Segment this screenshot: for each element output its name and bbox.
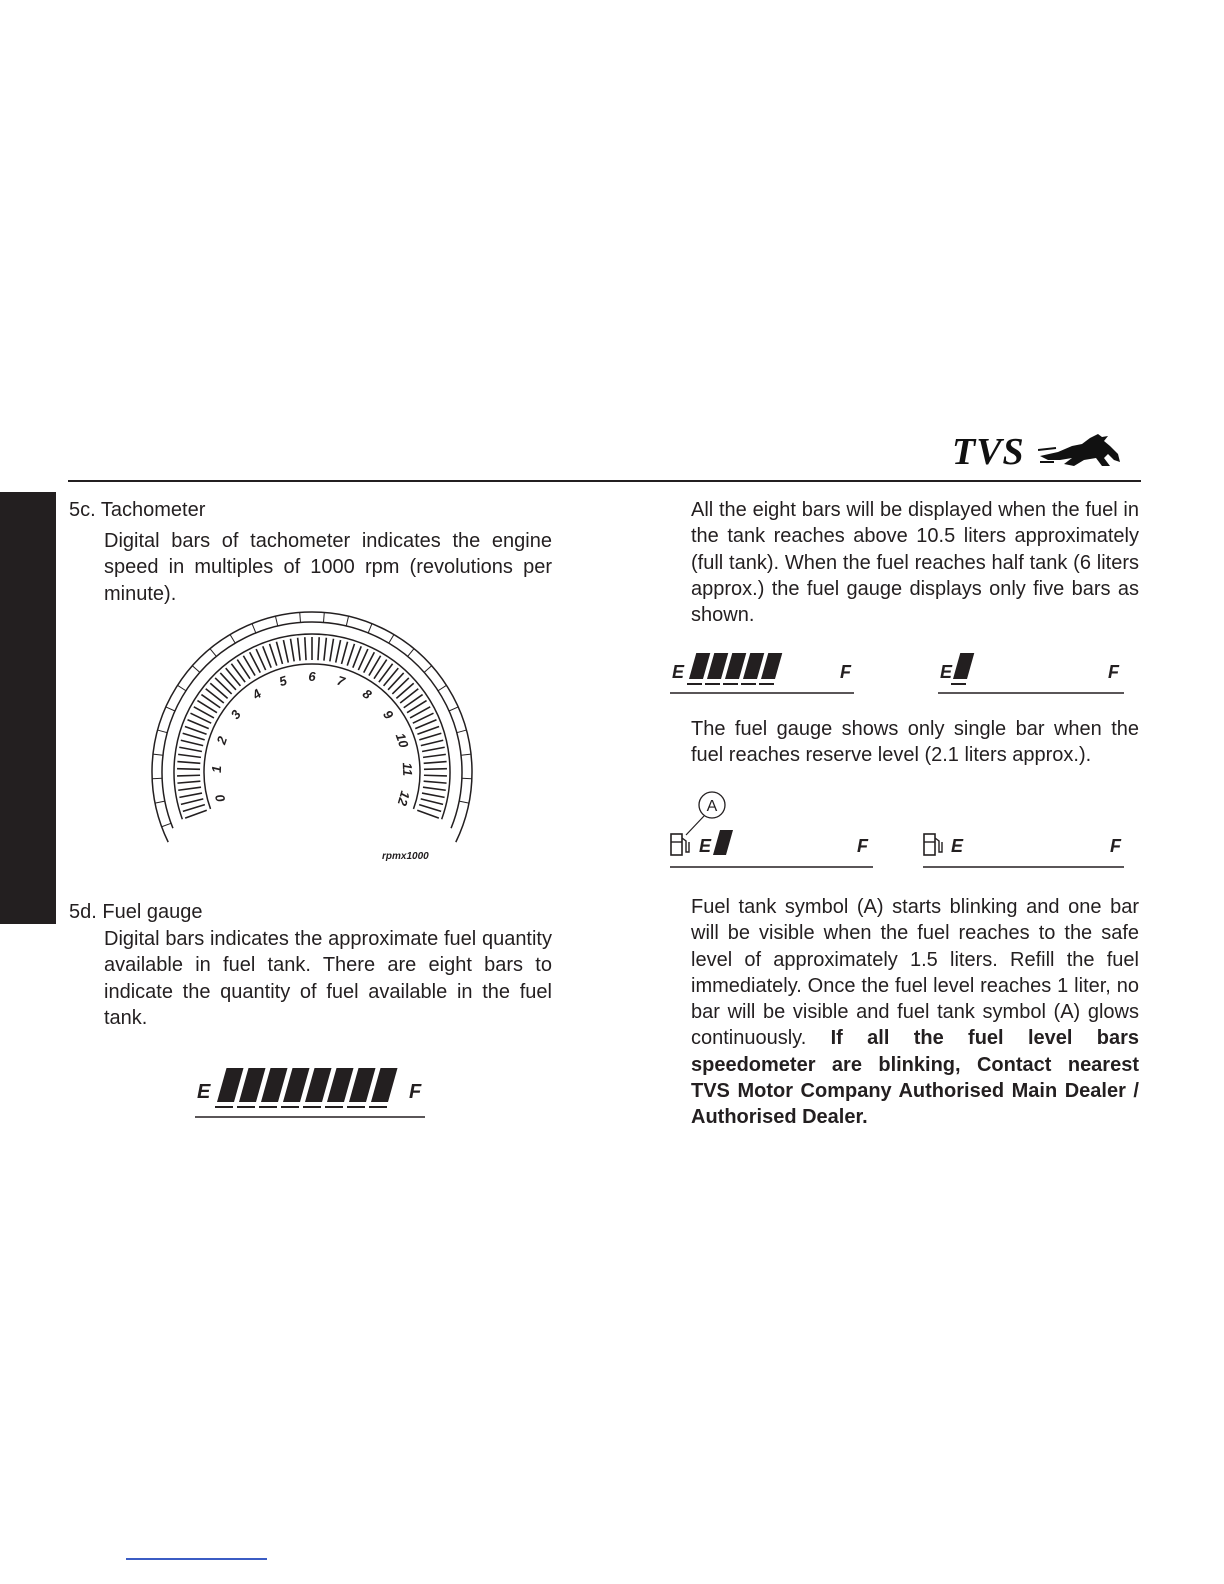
tachometer-segment [178, 787, 201, 790]
para-blink-regular: Fuel tank symbol (A) starts blinking and one bar will be visible when the fuel reaches to the safe level of approximately 1.5 liters. Refill the fuel immediately. Once the fuel level reaches 1 liter, no bar will be visible and fuel tank symbol (A) glows continuously. [691, 896, 1139, 1050]
tachometer-segment [423, 754, 446, 757]
gauge-f-label: F [1108, 662, 1119, 682]
tachometer-segment [400, 689, 418, 703]
fuel-gauge-reserve-figure [668, 788, 878, 872]
fuel-gauge-description: Digital bars indicates the approximate fuel quantity available in fuel tank. There are eight bars to indicate the quantity of fuel available in the fuel tank. [104, 928, 552, 1029]
fuel-bar [953, 653, 974, 679]
tachometer-segment [417, 810, 439, 818]
tachometer-segment [178, 754, 201, 757]
tachometer-segment [424, 762, 447, 764]
tachometer-segment [215, 678, 231, 694]
fuel-pump-icon [671, 834, 689, 855]
gauge-f-label: F [840, 662, 851, 682]
reserve-gauge-bars [713, 830, 733, 855]
tachometer-segment [206, 689, 224, 703]
tachometer-notch [461, 754, 471, 755]
tachometer-segment [336, 640, 341, 662]
fuel-bar [743, 653, 764, 679]
tachometer-notch [368, 624, 372, 633]
tachometer-notch [162, 823, 171, 826]
fuel-bar [689, 653, 710, 679]
tachometer-number: 10 [392, 731, 412, 750]
fuel-gauge-empty-figure [920, 826, 1130, 872]
tachometer-segment [305, 637, 306, 660]
para-full-half: All the eight bars will be displayed when the fuel in the tank reaches above 10.5 liters approximately (full tank). When the fuel reaches half tank (6 liters approx.) the fuel gauge displays only five bars as shown. [691, 499, 1139, 627]
tachometer-number: 4 [249, 685, 265, 703]
tachometer-notch [155, 801, 165, 803]
tachometer-number: 8 [359, 685, 375, 703]
tachometer-notch [449, 707, 458, 711]
fuel-bar [761, 653, 782, 679]
tachometer-number: 5 [277, 672, 289, 690]
tachometer-notch [346, 616, 348, 626]
gauge-f-label: F [1110, 836, 1121, 856]
tachometer-segment [201, 695, 220, 708]
tachometer-segment [424, 769, 447, 770]
gauge-f-label: F [857, 836, 868, 856]
tachometer-notch [192, 666, 199, 673]
gauge-e-label: E [951, 836, 964, 856]
tachometer-heading: 5c. Tachometer [69, 499, 206, 521]
tachometer-notch [300, 612, 301, 622]
tachometer-segment [270, 644, 277, 666]
tachometer-number: 9 [380, 707, 397, 722]
tachometer-number: 12 [394, 789, 414, 808]
header-rule [68, 480, 1141, 482]
tachometer-segment [330, 639, 334, 662]
tachometer-notch [178, 685, 186, 690]
tachometer-segment [263, 646, 271, 667]
tachometer-segment [210, 683, 227, 698]
tachometer-segment [185, 810, 207, 818]
tachometer-number: 3 [227, 707, 244, 722]
tachometer-number: 2 [213, 734, 231, 747]
tachometer-notch [408, 649, 414, 657]
tachometer-segment [421, 799, 443, 805]
para-blink-warning: If all the fuel level bars speedometer are blinking, Contact nearest TVS Motor Company Authorised Main Dealer / Authorised Dealer. [691, 1027, 1139, 1129]
tachometer-notch [210, 649, 216, 657]
fuel-bar [371, 1068, 398, 1102]
gauge-e-label: E [672, 662, 685, 682]
tachometer-segment [226, 668, 241, 686]
gauge-e-label: E [940, 662, 953, 682]
tachometer-segment [417, 726, 439, 734]
tachometer-notch [389, 635, 394, 644]
tachometer-segment [283, 640, 288, 662]
fuel-bar [707, 653, 728, 679]
tachometer-segment [404, 695, 423, 708]
full-gauge-bars [215, 1068, 398, 1107]
footer-link-rule [126, 1558, 267, 1560]
tachometer-notch [166, 707, 175, 711]
fuel-bar [283, 1068, 310, 1102]
brand-name: TVS [952, 431, 1025, 473]
tachometer-segment [276, 642, 282, 664]
tachometer-notch [252, 624, 256, 633]
fuel-gauge-single-figure [938, 648, 1128, 696]
tachometer-unit-label: rpmx1000 [382, 851, 429, 862]
tachometer-segment [177, 775, 200, 776]
tachometer-notch [424, 666, 431, 673]
tachometer-segment [353, 646, 361, 667]
horse-logo-icon [1038, 432, 1122, 470]
fuel-bar [725, 653, 746, 679]
gauge-f-label: F [409, 1081, 422, 1103]
tachometer-notch [153, 754, 163, 755]
tachometer-segment [423, 787, 446, 790]
tachometer-segment [422, 747, 445, 751]
tachometer-number: 11 [399, 762, 416, 777]
tachometer-segment [183, 805, 205, 812]
tachometer-segment [419, 733, 441, 740]
tachometer-segment [379, 664, 393, 682]
tachometer-segment [183, 733, 205, 740]
tachometer-notch [158, 730, 168, 733]
tachometer-notch [230, 635, 235, 644]
tachometer-segment [181, 740, 203, 745]
tachometer-segment [422, 793, 445, 797]
tachometer-segment [231, 664, 245, 682]
tachometer-segment [177, 762, 200, 764]
tachometer-segment [181, 799, 203, 805]
tachometer-segment [388, 673, 404, 690]
tachometer-notch [438, 685, 446, 690]
fuel-bar [261, 1068, 288, 1102]
fuel-gauge-half-figure [670, 648, 860, 696]
tachometer-notch [459, 801, 469, 803]
tachometer-description: Digital bars of tachometer indicates the engine speed in multiples of 1000 rpm (revolutions per minute). [104, 530, 552, 605]
fuel-gauge-full-figure [195, 1060, 430, 1122]
single-gauge-bars [951, 653, 974, 684]
tachometer-notch [457, 730, 467, 733]
brand-logo [952, 430, 1122, 472]
tachometer-segment [384, 668, 399, 686]
callout-a-label: A [706, 798, 718, 815]
tachometer-segment [342, 642, 348, 664]
fuel-bar [327, 1068, 354, 1102]
tachometer-number: 1 [208, 765, 225, 774]
tachometer-segment [179, 793, 202, 797]
fuel-bar [305, 1068, 332, 1102]
half-gauge-bars [687, 653, 782, 684]
tachometer-segment [298, 638, 300, 661]
fuel-pump-icon [924, 834, 942, 855]
fuel-bar [349, 1068, 376, 1102]
tachometer-segment [419, 805, 441, 812]
tachometer-segment [421, 740, 443, 745]
tachometer-segment [347, 644, 354, 666]
tachometer-segment [424, 775, 447, 776]
section-side-tab [0, 492, 56, 924]
tachometer-segment [177, 781, 200, 783]
para-blink [691, 894, 1139, 1131]
tachometer-segment [290, 639, 294, 662]
tachometer-segment [424, 781, 447, 783]
tachometer-notch [275, 616, 277, 626]
fuel-bar [239, 1068, 266, 1102]
tachometer-segment [185, 726, 207, 734]
gauge-e-label: E [197, 1081, 211, 1103]
tachometer-segment [396, 683, 413, 698]
tachometer-number: 7 [335, 672, 347, 690]
tachometer-segment [220, 673, 236, 690]
para-reserve: The fuel gauge shows only single bar when the fuel reaches reserve level (2.1 liters approx.). [691, 718, 1139, 767]
tachometer-arc [204, 664, 420, 809]
tachometer-figure [140, 610, 485, 870]
gauge-e-label: E [699, 836, 712, 856]
tachometer-notch [324, 612, 325, 622]
fuel-bar [217, 1068, 244, 1102]
fuel-bar [713, 830, 733, 855]
tachometer-segment [179, 747, 202, 751]
tachometer-number: 6 [308, 669, 316, 684]
tachometer-segment [324, 638, 326, 661]
tachometer-segment [392, 678, 408, 694]
tachometer-number: 0 [211, 792, 229, 804]
fuel-gauge-heading: 5d. Fuel gauge [69, 901, 203, 923]
tachometer-segment [177, 769, 200, 770]
tachometer-segment [318, 637, 319, 660]
